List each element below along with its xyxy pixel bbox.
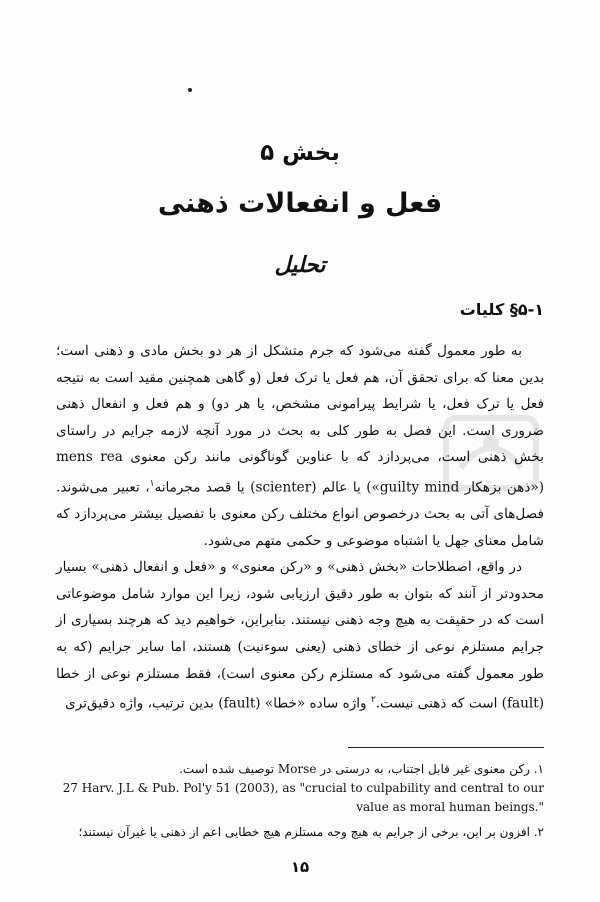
footnote-2-fa: ۲. افزون بر این، برخی از جرایم به هیچ وجه مستلزم هیچ خطایی اعم از ذهنی یا غیرآن نیستند؛: [78, 825, 544, 839]
page-number: ۱۵: [290, 858, 310, 876]
footnotes: [56, 760, 544, 848]
paragraph-2: در واقع، اصطلاحات «بخش ذهنی» و «رکن معنوی» و «فعل و انفعال ذهنی» بسیار محدودتر از آنند که بتوان به طور دقیق ارزیابی شود، زیرا این موارد شامل موضوعاتی است که در حقیقت به هیچ وجه ذهنی نیستند. بنابراین، خواهیم دید که هرچند بسیاری از جرایم مستلزم نوعی از خطای ذهنی (یعنی سوءنیت) هستند، اما سایر جرایم (که به طور معمول گفته می‌شود که مستلزم رکن معنوی است)، فقط مستلزم نوعی از خطا (fault) است که ذهنی نیست.$^۲$ واژه ساده «خطا» (fault) بدین ترتیب، واژه دقیق‌تری: [56, 559, 544, 712]
chapter-number: بخش ۵: [260, 140, 340, 166]
footnote-separator: [348, 747, 544, 748]
section-title: تحلیل: [274, 252, 326, 278]
subsection-heading: ۵-۱§ کلیات: [459, 300, 544, 319]
footnote-1-en: 27 Harv. J.L & Pub. Pol'y 51 (2003), as "crucial to culpability and central to our value as moral human beings.": [62, 781, 544, 814]
footnote-ref-2[interactable]: ۲: [370, 695, 376, 706]
paragraph-1: به طور معمول گفته می‌شود که جرم متشکل از هر دو بخش مادی و ذهنی است؛ بدین معنا که برای تحقق آن، هم فعل یا ترک فعل (و گاهی همچنین مقید است به نتیجه فعل یا ترک فعل، یا شرایط پیرامونی مشخص، یا هر دو) و هم فعل و انفعال ذهنی ضروری است. این فصل به طور کلی به بحث در مورد آنچه لازمه جرایم در راستای بخش ذهنی است، می‌پردازد که با عناوین گوناگونی مانند رکن معنوی mens rea («ذهن بزهکار guilty mind») یا عالم (scienter) یا قصد مجرمانه$^۱$، تعبیر می‌شوند. فصل‌های آتی به بحث درخصوص انواع مختلف رکن معنوی با تفصیل بیشتر می‌پردازد که شامل معنای جهل یا اشتباه موضوعی و حکمی متهم می‌شود.: [56, 343, 545, 549]
footnote-1: [56, 760, 544, 817]
footnote-1-fa: ۱. رکن معنوی غیر قابل اجتناب، به درستی در Morse توصیف شده است.: [179, 762, 544, 776]
body-text: [56, 338, 544, 717]
footnote-2: [56, 823, 544, 842]
chapter-title: فعل و انفعالات ذهنی: [157, 188, 443, 219]
stray-dot: [188, 88, 192, 92]
footnote-ref-1[interactable]: ۱: [149, 478, 155, 489]
